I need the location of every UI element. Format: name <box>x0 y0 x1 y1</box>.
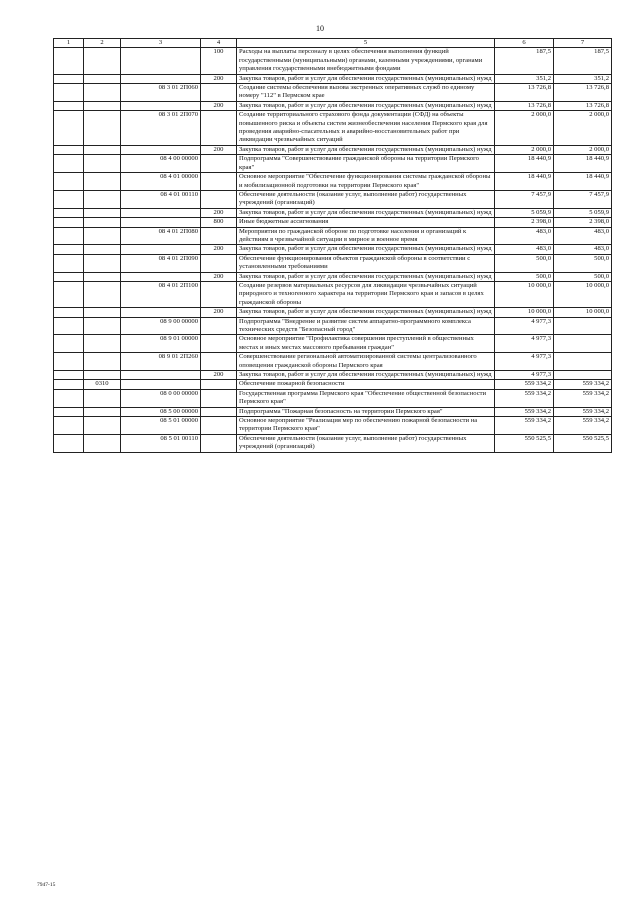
target-article-cell: 08 9 01 2П260 <box>121 353 201 371</box>
table-row <box>54 272 612 281</box>
section-code-cell <box>84 208 121 217</box>
description-cell: Закупка товаров, работ и услуг для обеспечения государственных (муниципальных) нужд <box>237 245 495 254</box>
amount-year1-cell: 4 977,3 <box>495 335 554 353</box>
table-row <box>54 101 612 110</box>
expense-type-cell <box>201 353 237 371</box>
amount-year1-cell: 351,2 <box>495 74 554 83</box>
row-index-cell <box>54 190 84 208</box>
amount-year2-cell: 7 457,9 <box>554 190 612 208</box>
section-code-cell <box>84 254 121 272</box>
section-code-cell <box>84 218 121 227</box>
row-index-cell <box>54 407 84 416</box>
section-code-cell <box>84 74 121 83</box>
section-code-cell <box>84 173 121 191</box>
target-article-cell: 08 5 01 00000 <box>121 417 201 435</box>
amount-year1-cell: 4 977,3 <box>495 353 554 371</box>
table-row <box>54 353 612 371</box>
section-code-cell <box>84 245 121 254</box>
header-col-1: 1 <box>54 39 84 48</box>
expense-type-cell <box>201 317 237 335</box>
row-index-cell <box>54 84 84 102</box>
row-index-cell <box>54 371 84 380</box>
amount-year2-cell: 13 726,8 <box>554 101 612 110</box>
amount-year1-cell: 500,0 <box>495 272 554 281</box>
amount-year1-cell: 559 334,2 <box>495 389 554 407</box>
row-index-cell <box>54 155 84 173</box>
description-cell: Обеспечение деятельности (оказание услуг, выполнение работ) государственных учреждений (организаций) <box>237 190 495 208</box>
amount-year2-cell: 559 334,2 <box>554 380 612 389</box>
amount-year2-cell: 500,0 <box>554 254 612 272</box>
description-cell: Создание территориального страхового фонда документации (СФД) на объекты повышенного риска и объекты систем жизнеобеспечения населения Пермского края для проведения аварийно-спасательных и аварийно-восстановительных работ при ликвидации чрезвычайных ситуаций <box>237 111 495 146</box>
description-cell: Иные бюджетные ассигнования <box>237 218 495 227</box>
amount-year1-cell: 5 059,9 <box>495 208 554 217</box>
header-col-2: 2 <box>84 39 121 48</box>
expense-type-cell <box>201 389 237 407</box>
row-index-cell <box>54 74 84 83</box>
target-article-cell <box>121 145 201 154</box>
table-row <box>54 245 612 254</box>
expense-type-cell: 200 <box>201 245 237 254</box>
section-code-cell <box>84 101 121 110</box>
amount-year1-cell: 4 977,3 <box>495 371 554 380</box>
header-col-3: 3 <box>121 39 201 48</box>
amount-year2-cell: 2 000,0 <box>554 111 612 146</box>
amount-year2-cell: 2 398,0 <box>554 218 612 227</box>
expense-type-cell: 100 <box>201 48 237 74</box>
amount-year2-cell: 13 726,8 <box>554 84 612 102</box>
target-article-cell <box>121 380 201 389</box>
table-row <box>54 281 612 307</box>
description-cell: Подпрограмма "Внедрение и развитие систем аппаратно-программного комплекса технических средств "Безопасный город" <box>237 317 495 335</box>
description-cell: Закупка товаров, работ и услуг для обеспечения государственных (муниципальных) нужд <box>237 272 495 281</box>
section-code-cell <box>84 145 121 154</box>
table-row <box>54 417 612 435</box>
expense-type-cell <box>201 335 237 353</box>
table-row <box>54 155 612 173</box>
amount-year1-cell: 500,0 <box>495 254 554 272</box>
amount-year2-cell: 10 000,0 <box>554 308 612 317</box>
header-col-6: 6 <box>495 39 554 48</box>
section-code-cell <box>84 227 121 245</box>
table-row <box>54 190 612 208</box>
amount-year2-cell: 5 059,9 <box>554 208 612 217</box>
table-row <box>54 111 612 146</box>
amount-year2-cell: 559 334,2 <box>554 417 612 435</box>
description-cell: Обеспечение функционирования объектов гражданской обороны в соответствии с установленными требованиями <box>237 254 495 272</box>
row-index-cell <box>54 145 84 154</box>
expense-type-cell: 200 <box>201 308 237 317</box>
amount-year1-cell: 10 000,0 <box>495 281 554 307</box>
expense-type-cell <box>201 227 237 245</box>
amount-year2-cell: 559 334,2 <box>554 389 612 407</box>
amount-year1-cell: 559 334,2 <box>495 417 554 435</box>
row-index-cell <box>54 308 84 317</box>
header-col-5: 5 <box>237 39 495 48</box>
table-row <box>54 335 612 353</box>
section-code-cell <box>84 155 121 173</box>
table-row <box>54 371 612 380</box>
section-code-cell <box>84 335 121 353</box>
target-article-cell <box>121 371 201 380</box>
expense-type-cell <box>201 417 237 435</box>
row-index-cell <box>54 335 84 353</box>
amount-year1-cell: 559 334,2 <box>495 407 554 416</box>
row-index-cell <box>54 227 84 245</box>
row-index-cell <box>54 317 84 335</box>
table-row <box>54 208 612 217</box>
description-cell: Закупка товаров, работ и услуг для обеспечения государственных (муниципальных) нужд <box>237 74 495 83</box>
section-code-cell <box>84 84 121 102</box>
description-cell: Закупка товаров, работ и услуг для обеспечения государственных (муниципальных) нужд <box>237 371 495 380</box>
section-code-cell: 0310 <box>84 380 121 389</box>
target-article-cell: 08 5 01 00110 <box>121 434 201 452</box>
amount-year1-cell: 4 977,3 <box>495 317 554 335</box>
expense-type-cell <box>201 254 237 272</box>
section-code-cell <box>84 272 121 281</box>
table-row <box>54 317 612 335</box>
expense-type-cell: 200 <box>201 101 237 110</box>
row-index-cell <box>54 254 84 272</box>
table-row <box>54 227 612 245</box>
description-cell: Подпрограмма "Пожарная безопасность на территории Пермского края" <box>237 407 495 416</box>
amount-year1-cell: 10 000,0 <box>495 308 554 317</box>
expense-type-cell <box>201 173 237 191</box>
section-code-cell <box>84 48 121 74</box>
target-article-cell: 08 4 01 2П100 <box>121 281 201 307</box>
target-article-cell <box>121 272 201 281</box>
row-index-cell <box>54 218 84 227</box>
row-index-cell <box>54 245 84 254</box>
row-index-cell <box>54 281 84 307</box>
table-row <box>54 380 612 389</box>
amount-year2-cell: 483,0 <box>554 227 612 245</box>
table-row <box>54 218 612 227</box>
expense-type-cell <box>201 380 237 389</box>
target-article-cell <box>121 218 201 227</box>
description-cell: Закупка товаров, работ и услуг для обеспечения государственных (муниципальных) нужд <box>237 308 495 317</box>
description-cell: Создание системы обеспечения вызова экстренных оперативных служб по единому номеру "112" в Пермском крае <box>237 84 495 102</box>
page-number: 10 <box>316 24 324 33</box>
target-article-cell <box>121 208 201 217</box>
section-code-cell <box>84 317 121 335</box>
expense-type-cell: 200 <box>201 74 237 83</box>
amount-year1-cell: 13 726,8 <box>495 84 554 102</box>
description-cell: Основное мероприятие "Обеспечение функционирования системы гражданской обороны и мобилизационной подготовки на территории Пермского края" <box>237 173 495 191</box>
amount-year1-cell: 18 440,9 <box>495 155 554 173</box>
target-article-cell <box>121 74 201 83</box>
budget-table <box>53 38 612 453</box>
table-row <box>54 74 612 83</box>
amount-year2-cell: 187,5 <box>554 48 612 74</box>
amount-year2-cell: 10 000,0 <box>554 281 612 307</box>
table-row <box>54 407 612 416</box>
section-code-cell <box>84 353 121 371</box>
amount-year1-cell: 559 334,2 <box>495 380 554 389</box>
description-cell: Основное мероприятие "Реализация мер по обеспечению пожарной безопасности на территории Пермского края" <box>237 417 495 435</box>
target-article-cell: 08 3 01 2П070 <box>121 111 201 146</box>
amount-year1-cell: 2 000,0 <box>495 145 554 154</box>
amount-year1-cell: 18 440,9 <box>495 173 554 191</box>
amount-year1-cell: 2 000,0 <box>495 111 554 146</box>
amount-year2-cell <box>554 371 612 380</box>
row-index-cell <box>54 353 84 371</box>
table-row <box>54 308 612 317</box>
description-cell: Мероприятия по гражданской обороне по подготовке населения и организаций к действиям в чрезвычайной ситуации в мирное и военное время <box>237 227 495 245</box>
amount-year1-cell: 550 525,5 <box>495 434 554 452</box>
table-row <box>54 145 612 154</box>
target-article-cell: 08 4 01 2П080 <box>121 227 201 245</box>
row-index-cell <box>54 389 84 407</box>
target-article-cell: 08 0 00 00000 <box>121 389 201 407</box>
row-index-cell <box>54 380 84 389</box>
description-cell: Создание резервов материальных ресурсов для ликвидации чрезвычайных ситуаций природного и техногенного характера на территории Пермского края и запасов в целях гражданской обороны <box>237 281 495 307</box>
amount-year1-cell: 483,0 <box>495 245 554 254</box>
target-article-cell: 08 4 00 00000 <box>121 155 201 173</box>
expense-type-cell: 800 <box>201 218 237 227</box>
section-code-cell <box>84 111 121 146</box>
expense-type-cell <box>201 281 237 307</box>
table-row <box>54 434 612 452</box>
amount-year2-cell: 483,0 <box>554 245 612 254</box>
description-cell: Закупка товаров, работ и услуг для обеспечения государственных (муниципальных) нужд <box>237 101 495 110</box>
row-index-cell <box>54 101 84 110</box>
section-code-cell <box>84 281 121 307</box>
target-article-cell <box>121 245 201 254</box>
expense-type-cell <box>201 111 237 146</box>
row-index-cell <box>54 48 84 74</box>
section-code-cell <box>84 434 121 452</box>
target-article-cell: 08 4 01 00110 <box>121 190 201 208</box>
row-index-cell <box>54 434 84 452</box>
expense-type-cell <box>201 155 237 173</box>
description-cell: Совершенствование региональной автоматизированной системы централизованного оповещения гражданской обороны Пермского края <box>237 353 495 371</box>
row-index-cell <box>54 272 84 281</box>
table-row <box>54 389 612 407</box>
description-cell: Расходы на выплаты персоналу в целях обеспечения выполнения функций государственными (муниципальными) органами, казенными учреждениями, органами управления государственными внебюджетными фондами <box>237 48 495 74</box>
target-article-cell: 08 4 01 2П090 <box>121 254 201 272</box>
amount-year1-cell: 13 726,8 <box>495 101 554 110</box>
expense-type-cell: 200 <box>201 145 237 154</box>
section-code-cell <box>84 407 121 416</box>
target-article-cell: 08 9 00 00000 <box>121 317 201 335</box>
row-index-cell <box>54 111 84 146</box>
description-cell: Обеспечение пожарной безопасности <box>237 380 495 389</box>
expense-type-cell <box>201 190 237 208</box>
expense-type-cell: 200 <box>201 371 237 380</box>
amount-year2-cell: 559 334,2 <box>554 407 612 416</box>
description-cell: Обеспечение деятельности (оказание услуг, выполнение работ) государственных учреждений (организаций) <box>237 434 495 452</box>
description-cell: Подпрограмма "Совершенствование гражданской обороны на территории Пермского края" <box>237 155 495 173</box>
header-col-7: 7 <box>554 39 612 48</box>
expense-type-cell: 200 <box>201 208 237 217</box>
section-code-cell <box>84 389 121 407</box>
amount-year2-cell: 500,0 <box>554 272 612 281</box>
expense-type-cell <box>201 407 237 416</box>
amount-year1-cell: 187,5 <box>495 48 554 74</box>
expense-type-cell: 200 <box>201 272 237 281</box>
header-row <box>54 39 612 48</box>
description-cell: Государственная программа Пермского края "Обеспечение общественной безопасности Пермского края" <box>237 389 495 407</box>
target-article-cell: 08 4 01 00000 <box>121 173 201 191</box>
expense-type-cell <box>201 434 237 452</box>
row-index-cell <box>54 417 84 435</box>
section-code-cell <box>84 308 121 317</box>
table-body <box>54 48 612 452</box>
amount-year1-cell: 483,0 <box>495 227 554 245</box>
row-index-cell <box>54 173 84 191</box>
document-code: 7947-15 <box>37 882 56 888</box>
header-col-4: 4 <box>201 39 237 48</box>
amount-year2-cell: 18 440,9 <box>554 173 612 191</box>
amount-year2-cell: 550 525,5 <box>554 434 612 452</box>
target-article-cell: 08 5 00 00000 <box>121 407 201 416</box>
amount-year2-cell <box>554 317 612 335</box>
target-article-cell: 08 9 01 00000 <box>121 335 201 353</box>
expense-type-cell <box>201 84 237 102</box>
amount-year1-cell: 7 457,9 <box>495 190 554 208</box>
table-row <box>54 84 612 102</box>
amount-year2-cell <box>554 353 612 371</box>
section-code-cell <box>84 371 121 380</box>
amount-year2-cell <box>554 335 612 353</box>
row-index-cell <box>54 208 84 217</box>
amount-year2-cell: 18 440,9 <box>554 155 612 173</box>
target-article-cell <box>121 308 201 317</box>
amount-year2-cell: 2 000,0 <box>554 145 612 154</box>
description-cell: Закупка товаров, работ и услуг для обеспечения государственных (муниципальных) нужд <box>237 208 495 217</box>
table-row <box>54 173 612 191</box>
description-cell: Основное мероприятие "Профилактика совершения преступлений в общественных местах и иных местах массового пребывания граждан" <box>237 335 495 353</box>
target-article-cell <box>121 101 201 110</box>
target-article-cell: 08 3 01 2П060 <box>121 84 201 102</box>
table-row <box>54 48 612 74</box>
table-row <box>54 254 612 272</box>
description-cell: Закупка товаров, работ и услуг для обеспечения государственных (муниципальных) нужд <box>237 145 495 154</box>
amount-year1-cell: 2 398,0 <box>495 218 554 227</box>
amount-year2-cell: 351,2 <box>554 74 612 83</box>
section-code-cell <box>84 190 121 208</box>
target-article-cell <box>121 48 201 74</box>
section-code-cell <box>84 417 121 435</box>
